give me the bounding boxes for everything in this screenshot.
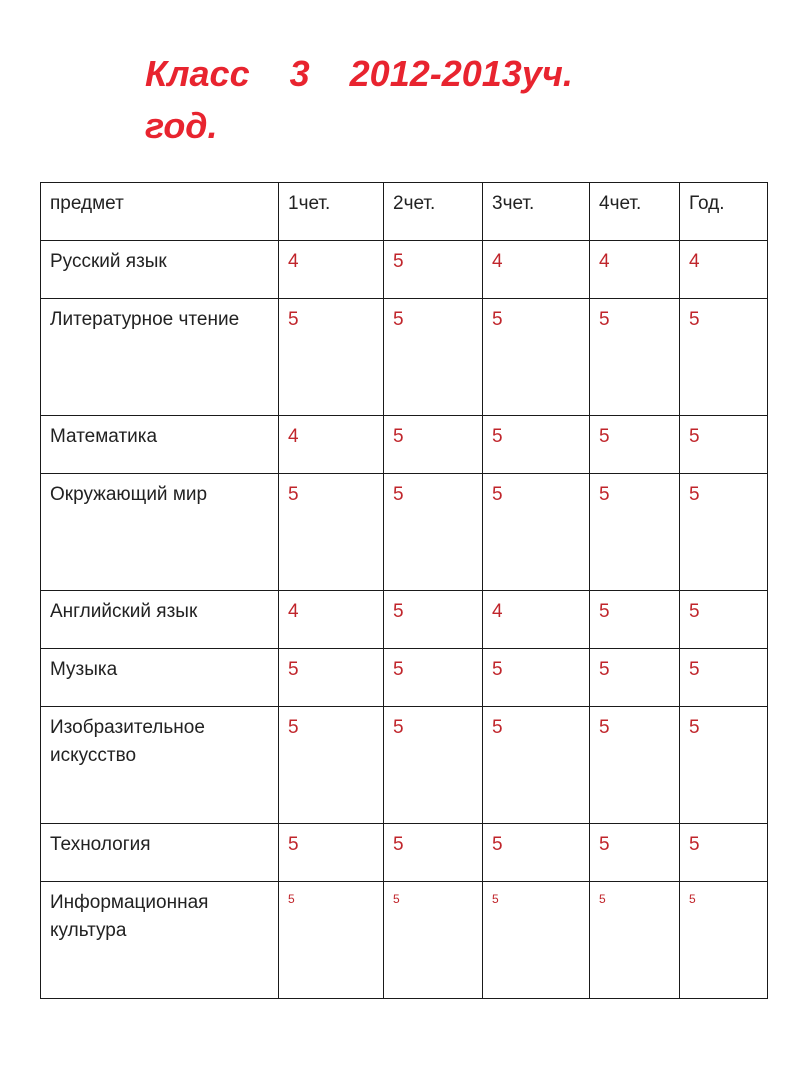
grade-cell: 5 [279, 824, 384, 882]
grade-cell: 5 [483, 416, 590, 474]
grade-cell: 5 [384, 707, 483, 824]
table-row [41, 707, 768, 824]
grade-cell: 4 [279, 416, 384, 474]
subject-cell: Математика [41, 416, 279, 474]
grade-cell: 5 [680, 882, 768, 999]
subject-cell: Технология [41, 824, 279, 882]
school-year: 2012-2013уч. [349, 53, 573, 94]
grade-cell: 5 [384, 416, 483, 474]
grade-cell: 5 [680, 824, 768, 882]
grade-cell: 4 [680, 241, 768, 299]
table-row [41, 474, 768, 591]
grade-cell: 4 [483, 591, 590, 649]
subject-cell: Литературное чтение [41, 299, 279, 416]
header-quarter-2: 2чет. [384, 183, 483, 241]
grades-table [40, 182, 768, 999]
table-row [41, 416, 768, 474]
grade-cell: 5 [483, 882, 590, 999]
grade-cell: 5 [384, 474, 483, 591]
table-row [41, 241, 768, 299]
subject-cell: Окружающий мир [41, 474, 279, 591]
grade-cell: 5 [680, 707, 768, 824]
grade-cell: 5 [279, 882, 384, 999]
grade-cell: 5 [680, 474, 768, 591]
header-subject: предмет [41, 183, 279, 241]
grade-cell: 5 [384, 824, 483, 882]
grade-cell: 4 [590, 241, 680, 299]
grade-cell: 5 [483, 299, 590, 416]
table-row [41, 882, 768, 999]
grade-cell: 4 [483, 241, 590, 299]
subject-cell: Информационная культура [41, 882, 279, 999]
header-quarter-4: 4чет. [590, 183, 680, 241]
grade-cell: 5 [680, 591, 768, 649]
table-header-row [41, 183, 768, 241]
grade-cell: 4 [279, 591, 384, 649]
school-year-suffix: год. [145, 105, 218, 146]
class-number: 3 [289, 53, 310, 94]
title-line-2 [145, 100, 705, 152]
grade-cell: 5 [384, 882, 483, 999]
grade-cell: 5 [680, 299, 768, 416]
grade-cell: 4 [279, 241, 384, 299]
grade-cell: 5 [279, 474, 384, 591]
grade-cell: 5 [590, 882, 680, 999]
grade-cell: 5 [483, 707, 590, 824]
header-quarter-1: 1чет. [279, 183, 384, 241]
grade-cell: 5 [279, 649, 384, 707]
grade-cell: 5 [483, 474, 590, 591]
header-year: Год. [680, 183, 768, 241]
page-title [145, 48, 705, 152]
table-row [41, 649, 768, 707]
grade-cell: 5 [590, 591, 680, 649]
subject-cell: Русский язык [41, 241, 279, 299]
grade-cell: 5 [590, 474, 680, 591]
grade-cell: 5 [483, 824, 590, 882]
grade-cell: 5 [680, 649, 768, 707]
class-label: Класс [145, 53, 250, 94]
subject-cell: Английский язык [41, 591, 279, 649]
grade-cell: 5 [590, 299, 680, 416]
grade-cell: 5 [279, 707, 384, 824]
grade-cell: 5 [590, 824, 680, 882]
grade-cell: 5 [384, 299, 483, 416]
table-row [41, 299, 768, 416]
grade-cell: 5 [384, 591, 483, 649]
header-quarter-3: 3чет. [483, 183, 590, 241]
grade-cell: 5 [590, 416, 680, 474]
grade-cell: 5 [680, 416, 768, 474]
title-line-1 [145, 48, 705, 100]
grade-cell: 5 [384, 649, 483, 707]
grade-cell: 5 [483, 649, 590, 707]
grade-cell: 5 [384, 241, 483, 299]
grade-cell: 5 [590, 649, 680, 707]
table-row [41, 591, 768, 649]
subject-cell: Музыка [41, 649, 279, 707]
grade-cell: 5 [279, 299, 384, 416]
grade-cell: 5 [590, 707, 680, 824]
subject-cell: Изобразительное искусство [41, 707, 279, 824]
table-row [41, 824, 768, 882]
